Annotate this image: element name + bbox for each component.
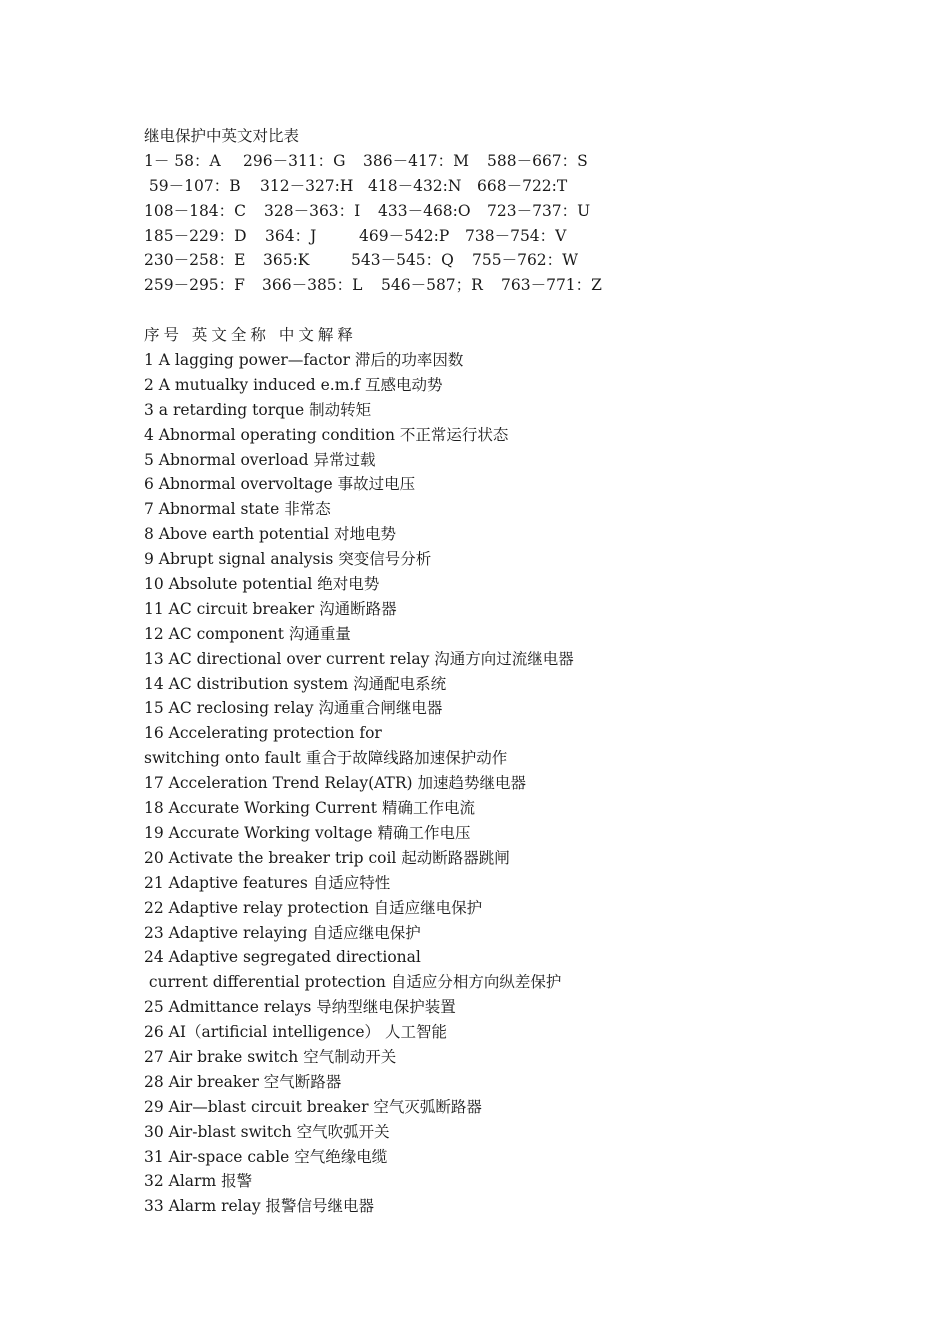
index-cell: 328－363：I — [264, 201, 361, 220]
index-cell: 418－432:N — [368, 176, 462, 195]
list-item: 28 Air breaker 空气断路器 — [144, 1072, 342, 1091]
list-item: 33 Alarm relay 报警信号继电器 — [144, 1197, 375, 1216]
list-item: 7 Abnormal state 非常态 — [144, 500, 331, 519]
list-item: 8 Above earth potential 对地电势 — [144, 525, 397, 544]
list-item: 2 A mutualky induced e.m.f 互感电动势 — [144, 375, 443, 394]
list-item: 32 Alarm 报警 — [144, 1172, 253, 1191]
table-header: 序号 英文全称 中文解释 — [144, 326, 357, 345]
index-cell: 366－385：L — [262, 276, 363, 295]
index-cell: 668－722:T — [477, 176, 568, 195]
list-item: 27 Air brake switch 空气制动开关 — [144, 1047, 397, 1066]
list-item: 25 Admittance relays 导纳型继电保护装置 — [144, 998, 456, 1017]
list-item: 3 a retarding torque 制动转矩 — [144, 400, 372, 419]
list-item: 23 Adaptive relaying 自适应继电保护 — [144, 923, 421, 942]
list-item: 17 Acceleration Trend Relay(ATR) 加速趋势继电器 — [144, 774, 527, 793]
index-cell: 763－771：Z — [501, 276, 602, 295]
index-row — [144, 224, 864, 249]
index-row — [144, 199, 864, 224]
index-cell: 588－667：S — [487, 151, 588, 170]
list-item: 12 AC component 沟通重量 — [144, 624, 351, 643]
document-title: 继电保护中英文对比表 — [144, 127, 300, 145]
index-cell: 259－295：F — [144, 276, 245, 295]
list-item: 13 AC directional over current relay 沟通方向过流继电器 — [144, 649, 574, 668]
section-gap — [144, 298, 864, 323]
index-cell: 543－545：Q — [351, 251, 454, 270]
list-item: current differential protection 自适应分相方向纵差保护 — [144, 973, 562, 992]
list-item: 31 Air-space cable 空气绝缘电缆 — [144, 1147, 388, 1166]
index-cell: 185－229：D — [144, 226, 247, 245]
index-cell: 312－327:H — [260, 176, 354, 195]
list-item: 6 Abnormal overvoltage 事故过电压 — [144, 475, 416, 494]
index-cell: 755－762：W — [472, 251, 579, 270]
list-item: 10 Absolute potential 绝对电势 — [144, 575, 380, 594]
list-item: 14 AC distribution system 沟通配电系统 — [144, 674, 447, 693]
index-cell: 1－ 58：A — [144, 151, 221, 170]
index-cell: 738－754：V — [465, 226, 567, 245]
index-cell: 723－737：U — [487, 201, 591, 220]
list-item: 30 Air-blast switch 空气吹弧开关 — [144, 1122, 390, 1141]
list-item: 29 Air—blast circuit breaker 空气灭弧断路器 — [144, 1097, 482, 1116]
index-cell: 296－311：G — [243, 151, 346, 170]
index-cell: 546－587；R — [381, 276, 483, 295]
list-item: 11 AC circuit breaker 沟通断路器 — [144, 599, 397, 618]
list-item: 16 Accelerating protection for — [144, 724, 382, 743]
index-row — [144, 149, 864, 174]
list-item: 21 Adaptive features 自适应特性 — [144, 873, 391, 892]
index-row — [144, 174, 864, 199]
list-item: 24 Adaptive segregated directional — [144, 948, 421, 967]
index-cell: 364：J — [265, 226, 317, 245]
index-cell: 386－417：M — [363, 151, 470, 170]
index-row — [144, 273, 864, 298]
list-item: 15 AC reclosing relay 沟通重合闸继电器 — [144, 699, 443, 718]
list-item: 20 Activate the breaker trip coil 起动断路器跳闸 — [144, 848, 510, 867]
list-item: 1 A lagging power—factor 滞后的功率因数 — [144, 351, 464, 370]
entry-list — [144, 348, 864, 1219]
list-item: switching onto fault 重合于故障线路加速保护动作 — [144, 749, 508, 768]
index-cell: 433－468:O — [378, 201, 471, 220]
index-cell: 469－542:P — [359, 226, 450, 245]
list-item: 19 Accurate Working voltage 精确工作电压 — [144, 823, 471, 842]
index-cell: 59－107：B — [144, 176, 241, 195]
index-row — [144, 248, 864, 273]
index-cell: 365:K — [263, 251, 310, 270]
document-content — [144, 124, 864, 1219]
list-item: 5 Abnormal overload 异常过载 — [144, 450, 376, 469]
list-item: 9 Abrupt signal analysis 突变信号分析 — [144, 550, 432, 569]
index-cell: 230－258：E — [144, 251, 246, 270]
list-item: 22 Adaptive relay protection 自适应继电保护 — [144, 898, 483, 917]
list-item: 4 Abnormal operating condition 不正常运行状态 — [144, 425, 509, 444]
index-cell: 108－184：C — [144, 201, 247, 220]
list-item: 18 Accurate Working Current 精确工作电流 — [144, 799, 475, 818]
list-item: 26 AI（artificial intelligence） 人工智能 — [144, 1023, 447, 1042]
